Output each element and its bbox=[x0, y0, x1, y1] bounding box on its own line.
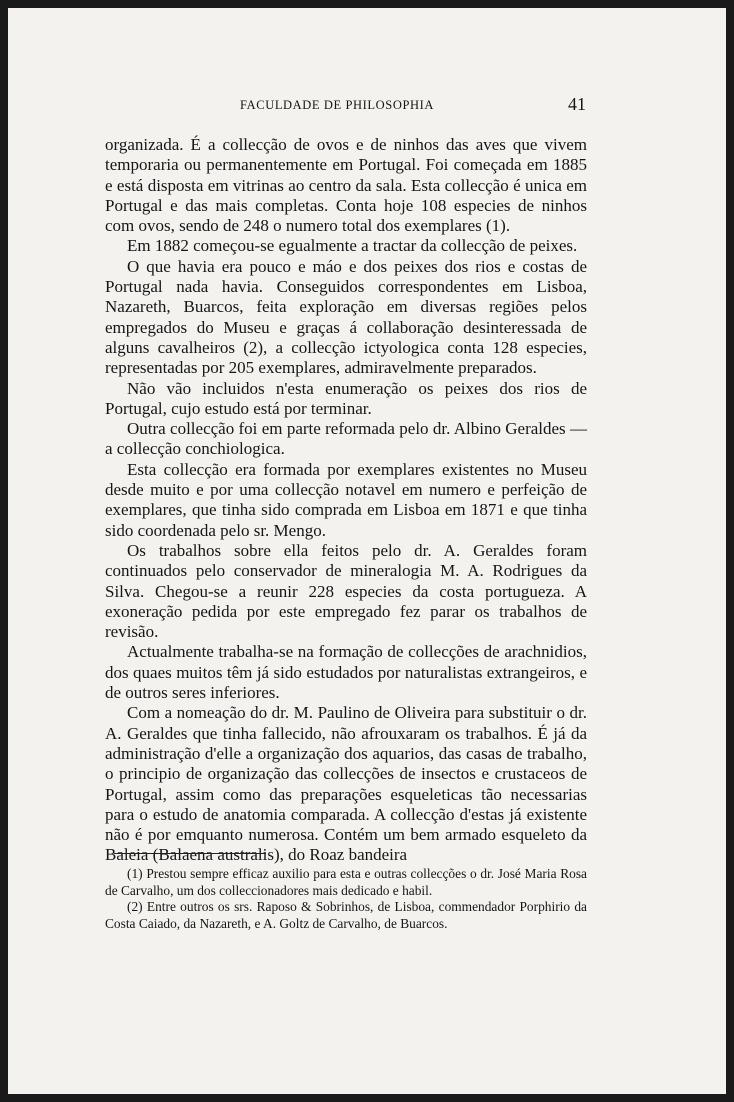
footnote-marker: (2) bbox=[127, 899, 143, 915]
body-text bbox=[105, 135, 587, 866]
page-header bbox=[114, 96, 586, 116]
footnote bbox=[105, 899, 587, 932]
running-title: FACULDADE DE PHILOSOPHIA bbox=[240, 98, 435, 112]
paragraph: Os trabalhos sobre ella feitos pelo dr. A. Geraldes foram continuados pelo conservador de mineralogia M. A. Rodrigues da Silva. Chegou-se a reunir 228 especies da costa portugueza. A exoneração pedida por este empregado fez parar os trabalhos de revisão. bbox=[105, 540, 587, 642]
paragraph: O que havia era pouco e máo e dos peixes dos rios e costas de Portugal nada havia. Conseguidos correspondentes em Lisboa, Nazareth, Buarcos, feita exploração em diversas regiões pelos empregados do Museu e graças á collaboração desinteressada de alguns cavalheiros (2), a collecção ictyologica conta 128 especies, representadas por 205 exemplares, admiravelmente preparados. bbox=[105, 256, 587, 378]
page-number: 41 bbox=[568, 94, 586, 114]
footnote bbox=[105, 866, 587, 899]
footnote-divider bbox=[114, 853, 266, 854]
paragraph: Não vão incluidos n'esta enumeração os peixes dos rios de Portugal, cujo estudo está por terminar. bbox=[105, 378, 587, 418]
paragraph: Actualmente trabalha-se na formação de collecções de arachnidios, dos quaes muitos têm já sido estudados por naturalistas extrangeiros, e de outros seres inferiores. bbox=[105, 642, 587, 703]
paragraph: Esta collecção era formada por exemplares existentes no Museu desde muito e por uma collecção notavel em numero e perfeição de exemplares, que tinha sido comprada em Lisboa em 1871 e que tinha sido coordenada pelo sr. Mengo. bbox=[105, 459, 587, 540]
footnote-text: Prestou sempre efficaz auxilio para esta e outras collecções o dr. José Maria Rosa de Carvalho, um dos colleccionadores mais dedicado e habil. bbox=[105, 866, 587, 898]
footnote-marker: (1) bbox=[127, 866, 143, 881]
paragraph: organizada. É a collecção de ovos e de ninhos das aves que vivem temporaria ou permanentemente em Portugal. Foi começada em 1885 e está disposta em vitrinas ao centro da sala. Esta collecção é unica em Portugal e das mais completas. Conta hoje 108 especies de ninhos com ovos, sendo de 248 o numero total dos exemplares (1). bbox=[105, 135, 587, 236]
footnote-text: Entre outros os srs. Raposo & Sobrinhos, de Lisboa, commendador Porphirio da Costa Caiado, da Nazareth, e A. Goltz de Carvalho, de Buarcos. bbox=[105, 899, 587, 931]
paragraph: Com a nomeação do dr. M. Paulino de Oliveira para substituir o dr. A. Geraldes que tinha fallecido, não afrouxaram os trabalhos. É já da administração d'elle a organização dos aquarios, das casas de trabalho, o principio de organização das collecções de insectos e crustaceos de Portugal, assim como das preparações esqueleticas tão necessarias para o estudo de anatomia comparada. A collecção d'estas já existente não é por emquanto numerosa. Contém um bem armado esqueleto da Baleia (Balaena australis), do Roaz bandeira bbox=[105, 703, 587, 865]
book-page bbox=[8, 8, 726, 1094]
paragraph: Outra collecção foi em parte reformada pelo dr. Albino Geraldes —a collecção conchiologica. bbox=[105, 419, 587, 459]
paragraph: Em 1882 começou-se egualmente a tractar da collecção de peixes. bbox=[127, 236, 578, 256]
footnotes bbox=[105, 866, 587, 932]
